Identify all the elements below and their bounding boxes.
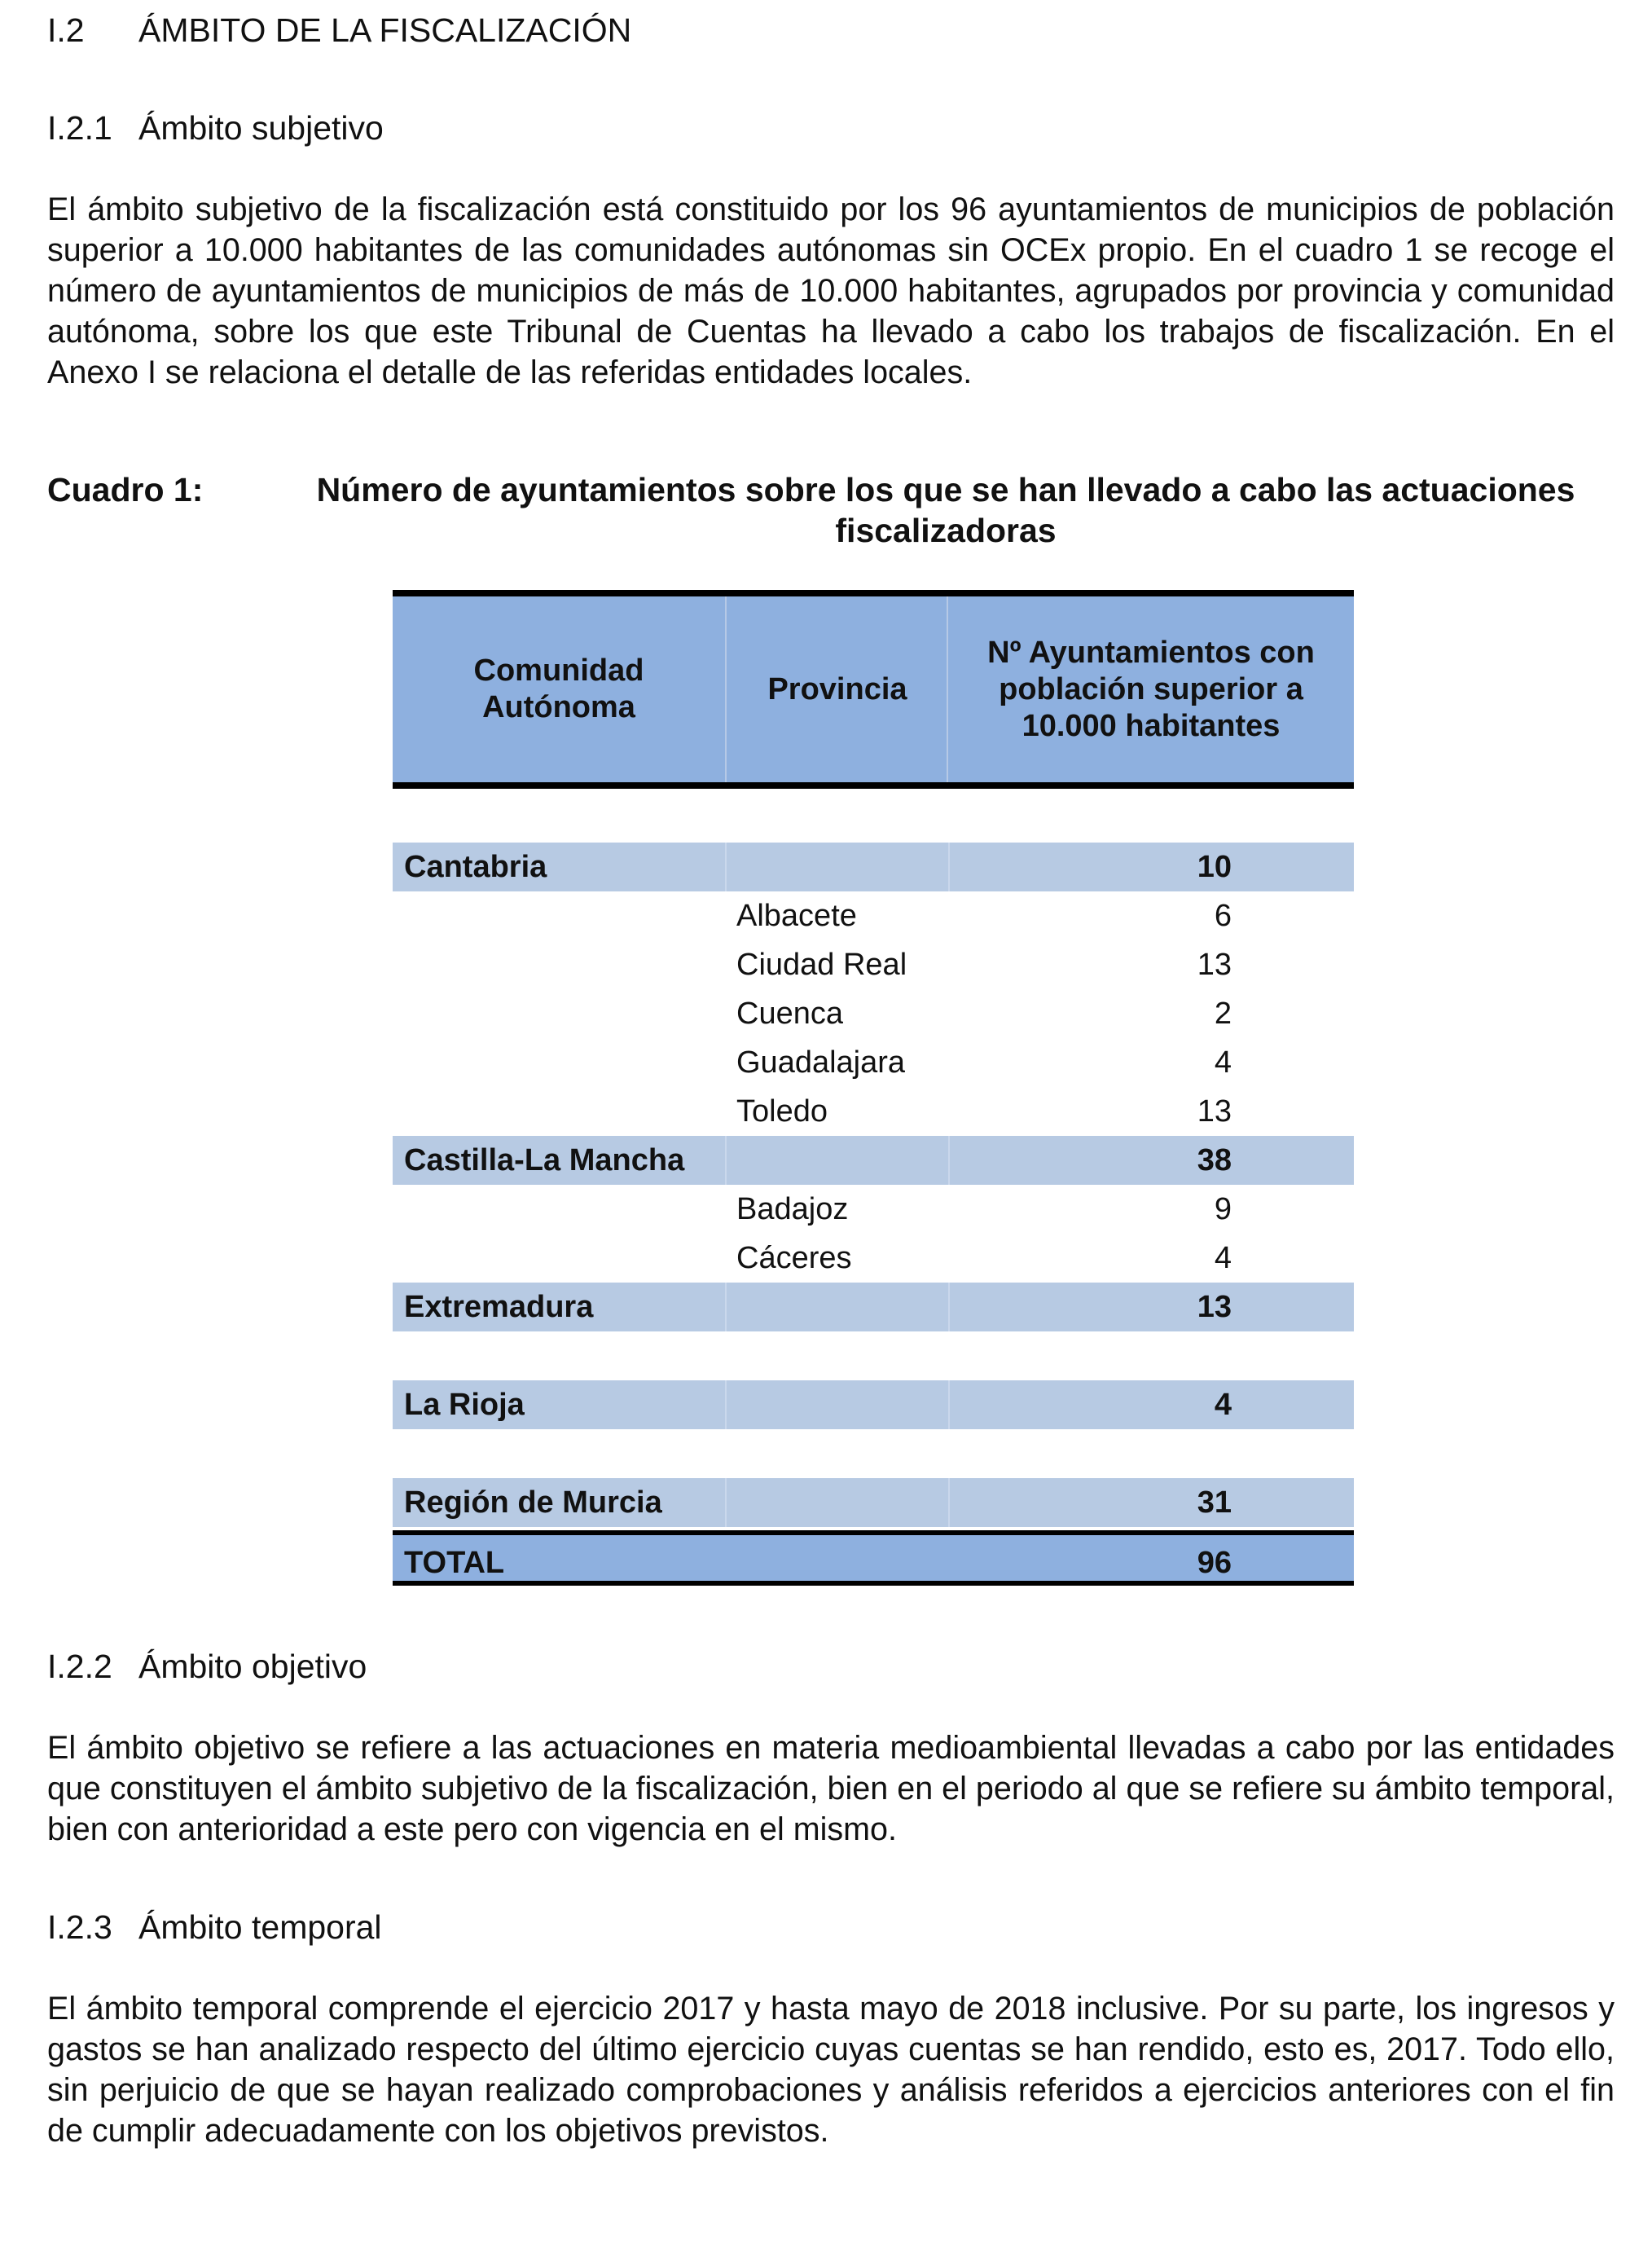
cell-comunidad: Cantabria	[404, 850, 547, 884]
cell-valor: 6	[1214, 899, 1232, 933]
cell-valor: 31	[1197, 1485, 1232, 1520]
header-comunidad: Comunidad Autónoma	[473, 654, 644, 724]
paragraph-temporal: El ámbito temporal comprende el ejercicio 2017 y hasta mayo de 2018 inclusive. Por su parte, los ingresos y gastos se han analizado respecto del último ejercicio cuyas cuentas se han rendido, esto es, 2017. Todo ello, sin perjuicio de que se hayan realizado comprobaciones y análisis referidos a ejercicios anteriores con el fin de cumplir adecuadamente con los objetivos previstos.	[47, 1991, 1615, 2149]
table-row-provincia	[393, 989, 1354, 1038]
column-divider	[725, 1478, 950, 1527]
header-numero: Nº Ayuntamientos con población superior a 10.000 habitantes	[947, 596, 1354, 782]
section-heading	[47, 10, 631, 51]
subsection-title: Ámbito subjetivo	[138, 109, 384, 147]
header-provincia: Provincia	[725, 596, 948, 782]
caption-label: Cuadro 1:	[47, 471, 204, 508]
cell-comunidad: Extremadura	[404, 1290, 594, 1324]
column-divider	[725, 1136, 950, 1185]
cell-valor: 13	[1197, 1094, 1232, 1129]
paragraph-objetivo: El ámbito objetivo se refiere a las actuaciones en materia medioambiental llevadas a cabo por las entidades que constituyen el ámbito subjetivo de la fiscalización, bien en el periodo al que se refiere su ámbito temporal, bien con anterioridad a este pero con vigencia en el mismo.	[47, 1730, 1615, 1847]
subsection-heading-temporal	[47, 1907, 382, 1947]
cell-valor: 13	[1197, 948, 1232, 982]
cell-valor: 4	[1214, 1241, 1232, 1275]
cell-provincia: Cáceres	[736, 1241, 852, 1275]
subsection-title: Ámbito temporal	[138, 1908, 382, 1946]
subsection-number: I.2.2	[47, 1648, 112, 1685]
column-divider	[725, 1283, 950, 1331]
table-row-provincia	[393, 940, 1354, 989]
table-row-provincia	[393, 1038, 1354, 1087]
table-row-provincia	[393, 1087, 1354, 1136]
total-value: 96	[1197, 1546, 1232, 1580]
subsection-number: I.2.1	[47, 109, 112, 147]
subsection-heading-objetivo	[47, 1646, 367, 1687]
cell-valor: 2	[1214, 997, 1232, 1031]
cell-provincia: Toledo	[736, 1094, 828, 1129]
table-row-provincia	[393, 891, 1354, 940]
cell-valor: 4	[1214, 1045, 1232, 1080]
paragraph-subjetivo: El ámbito subjetivo de la fiscalización está constituido por los 96 ayuntamientos de municipios de población superior a 10.000 habitantes de las comunidades autónomas sin OCEx propio. En el cuadro 1 se recoge el número de ayuntamientos de municipios de más de 10.000 habitantes, agrupados por provincia y comunidad autónoma, sobre los que este Tribunal de Cuentas ha llevado a cabo los trabajos de fiscalización. En el Anexo I se relaciona el detalle de las referidas entidades locales.	[47, 191, 1615, 390]
section-heading-number: I.2	[47, 11, 85, 49]
table-row-provincia	[393, 1234, 1354, 1283]
column-divider	[725, 1380, 950, 1429]
table-header	[393, 590, 1354, 789]
table-row-provincia	[393, 1185, 1354, 1234]
cell-valor: 38	[1197, 1143, 1232, 1177]
cell-valor: 4	[1214, 1388, 1232, 1422]
table-row-comunidad	[393, 1136, 1354, 1185]
cell-comunidad: La Rioja	[404, 1388, 525, 1422]
column-divider	[725, 843, 950, 891]
cell-provincia: Badajoz	[736, 1192, 849, 1226]
cell-valor: 10	[1197, 850, 1232, 884]
caption-text: Número de ayuntamientos sobre los que se han llevado a cabo las actuaciones fiscalizadoras	[316, 471, 1575, 549]
table-row-comunidad	[393, 1478, 1354, 1527]
table-row-comunidad	[393, 1283, 1354, 1331]
cell-provincia: Cuenca	[736, 997, 843, 1031]
subsection-number: I.2.3	[47, 1908, 112, 1946]
table-row-comunidad	[393, 843, 1354, 891]
cell-comunidad: Castilla-La Mancha	[404, 1143, 685, 1177]
cell-provincia: Ciudad Real	[736, 948, 907, 982]
cell-valor: 9	[1214, 1192, 1232, 1226]
section-heading-title: ÁMBITO DE LA FISCALIZACIÓN	[138, 11, 632, 49]
total-label: TOTAL	[404, 1546, 505, 1580]
cell-provincia: Albacete	[736, 899, 857, 933]
cell-comunidad: Región de Murcia	[404, 1485, 662, 1520]
cell-valor: 13	[1197, 1290, 1232, 1324]
subsection-heading-subjetivo	[47, 108, 384, 148]
table-total-row	[393, 1530, 1354, 1586]
cell-provincia: Guadalajara	[736, 1045, 906, 1080]
subsection-title: Ámbito objetivo	[138, 1648, 367, 1685]
table-row-comunidad	[393, 1380, 1354, 1429]
